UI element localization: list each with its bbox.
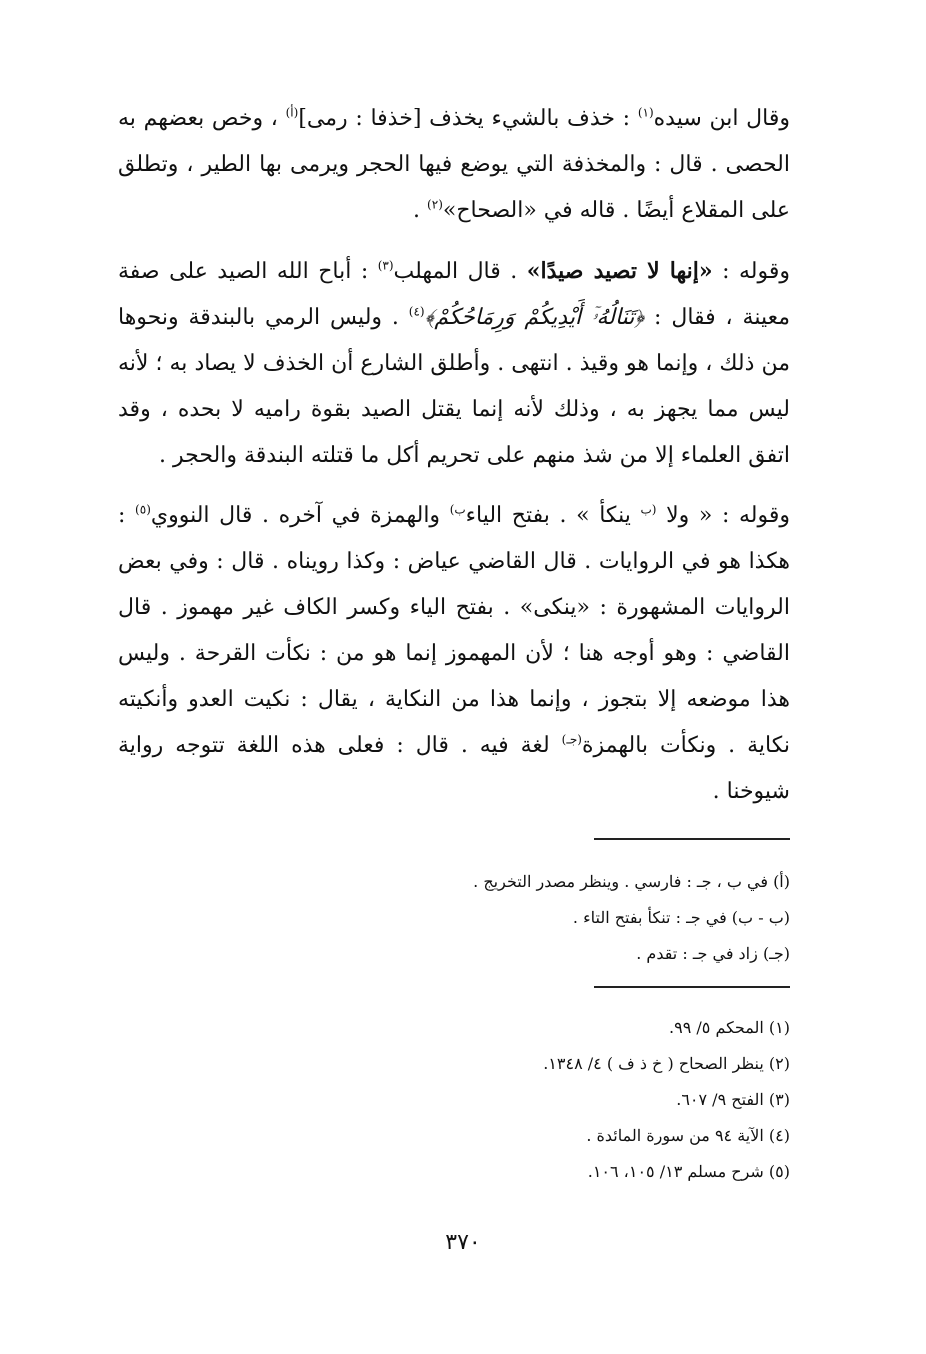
footnote-marker: (٥): [135, 502, 151, 517]
source-note: (٣) الفتح ٩/ ٦٠٧.: [676, 1090, 790, 1109]
paragraph-2: [118, 248, 790, 479]
text-run: وقال ابن سيده: [653, 106, 791, 131]
text-run: والهمزة في آخره . قال النووي: [150, 503, 450, 528]
footnote-marker: (جـ): [561, 732, 582, 747]
text-run: ينكأ » . بفتح الياء: [465, 503, 641, 528]
text-run: : خذف بالشيء يخذف [خذفا : رمى]: [298, 106, 638, 131]
source-note: (٢) ينظر الصحاح ( خ ذ ف ) ٤/ ١٣٤٨.: [543, 1054, 790, 1073]
footnote-marker: ب): [449, 502, 466, 517]
footnote-marker: (١): [637, 105, 654, 120]
text-run: لغة فيه . قال : فعلى هذه اللغة تتوجه رواية شيوخنا .: [118, 733, 790, 804]
bold-phrase: «إنها لا تصيد صيدًا»: [526, 258, 713, 284]
source-note: (٤) الآية ٩٤ من سورة المائدة .: [586, 1126, 790, 1145]
quran-verse: ﴿تَنَالُهُۥٓ أَيْدِيكُمْ وَرِمَاحُكُمْ﴾: [424, 305, 645, 330]
text-run: ، وخص بعضهم به الحصى . قال : والمخذفة التي يوضع فيها الحجر ويرمى بها الطير ، وتطلق على المقلاع أيضًا . قاله في «الصحاح»: [118, 106, 790, 223]
page-number: ٣٧٠: [445, 1230, 481, 1255]
variant-notes: [300, 864, 790, 972]
text-run: وقوله :: [712, 259, 790, 284]
footnote-divider: [594, 838, 790, 840]
footnote-marker: (٢): [427, 197, 443, 212]
footnote-marker: (٤): [408, 304, 425, 319]
variant-note: (أ) في ب ، جـ : فارسي . وينظر مصدر التخريج .: [473, 872, 790, 891]
variant-note: (ب - ب) في جـ : تنكأ بفتح التاء .: [572, 908, 790, 927]
text-run: .: [413, 198, 428, 223]
paragraph-1: [118, 96, 790, 234]
text-run: : أباح الله الصيد على صفة معينة ، فقال :: [118, 259, 790, 330]
footnote-marker: (ب: [640, 502, 657, 517]
text-run: وقوله : « ولا: [656, 503, 790, 528]
main-text: [118, 96, 790, 815]
text-run: . قال المهلب: [393, 259, 527, 284]
footnote-marker: (٣): [377, 258, 394, 273]
source-note: (١) المحكم ٥/ ٩٩.: [669, 1018, 790, 1037]
variant-note: (جـ) زاد في جـ : تقدم .: [636, 944, 790, 963]
text-run: . وليس الرمي بالبندقة ونحوها من ذلك ، وإنما هو وقيذ . انتهى . وأطلق الشارع أن الخذف لا يصاد به ؛ لأنه ليس مما يجهز به ، وذلك لأنه إنما يقتل الصيد بقوة راميه لا بحده ، وقد اتفق العلماء إلا من شذ منهم على تحريم أكل ما قتلته البندقة والحجر .: [118, 305, 790, 468]
footnote-marker: (أ): [285, 105, 299, 120]
source-notes: [300, 1010, 790, 1190]
source-note: (٥) شرح مسلم ١٣/ ١٠٥، ١٠٦.: [587, 1162, 790, 1181]
paragraph-3: [118, 493, 790, 815]
footnote-divider: [594, 986, 790, 988]
text-run: : هكذا هو في الروايات . قال القاضي عياض : وكذا رويناه . قال : وفي بعض الروايات المشهورة : «ينكى» . بفتح الياء وكسر الكاف غير مهموز . قال القاضي : وهو أوجه هنا ؛ لأن المهموز إنما هو من : نكأت القرحة . وليس هذا موضعه إلا بتجوز ، وإنما هذا من النكاية ، يقال : نكيت العدو وأنكيته نكاية . ونكأت بالهمزة: [118, 503, 790, 758]
